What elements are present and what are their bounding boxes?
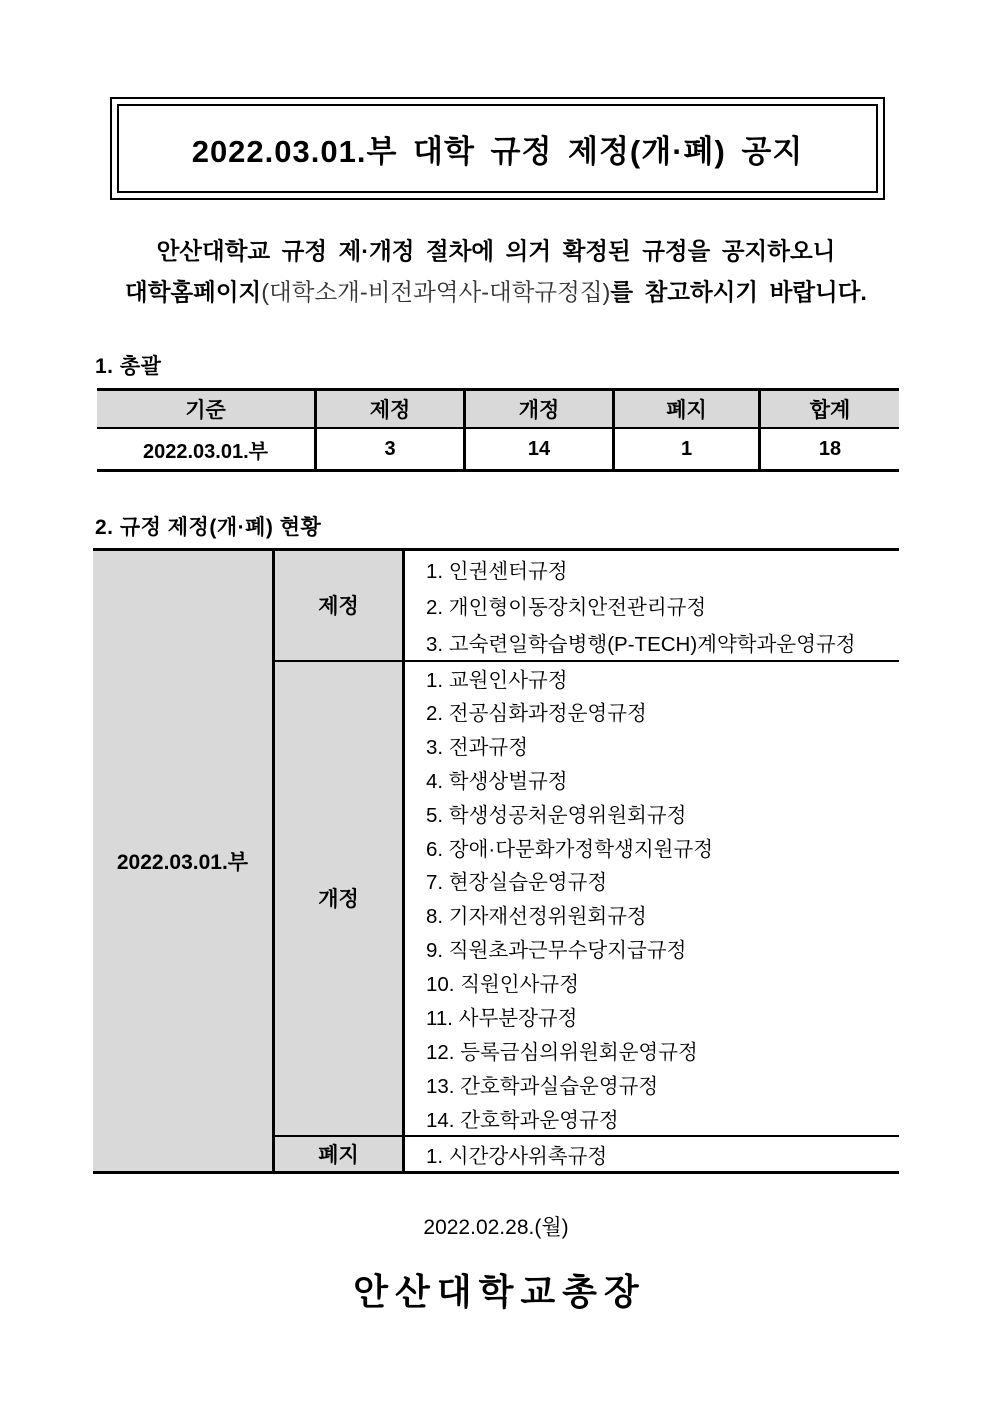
group-label-enacted: 제정 xyxy=(272,551,402,660)
intro-line2-prefix: 대학홈페이지 xyxy=(125,279,262,305)
regulation-item: 10. 직원인사규정 xyxy=(402,965,899,999)
summary-value-basis: 2022.03.01.부 xyxy=(143,440,268,463)
regulation-item: 11. 사무분장규정 xyxy=(402,999,899,1033)
regulation-item: 13. 간호학과실습운영규정 xyxy=(402,1067,899,1101)
summary-header-abolished: 폐지 xyxy=(612,391,758,429)
summary-value-revised: 14 xyxy=(463,429,612,469)
regulation-item: 5. 학생성공처운영위원회규정 xyxy=(402,796,899,830)
regulation-item: 3. 전과규정 xyxy=(402,728,899,762)
regulation-item: 8. 기자재선정위원회규정 xyxy=(402,897,899,931)
summary-header-revised: 개정 xyxy=(463,391,612,429)
regulation-item: 1. 시간강사위촉규정 xyxy=(402,1135,899,1171)
group-label-abolished: 폐지 xyxy=(272,1135,402,1171)
regulation-item: 1. 교원인사규정 xyxy=(402,660,899,694)
intro-line-1: 안산대학교 규정 제·개정 절차에 의거 확정된 규정을 공지하오니 xyxy=(156,238,836,264)
regulation-item: 9. 직원초과근무수당지급규정 xyxy=(402,931,899,965)
title-box-inner-border xyxy=(117,104,878,193)
summary-value-enacted: 3 xyxy=(314,429,463,469)
regulation-item: 12. 등록금심의위원회운영규정 xyxy=(402,1033,899,1067)
regulation-item: 6. 장애·다문화가정학생지원규정 xyxy=(402,830,899,864)
intro-line2-paren: (대학소개-비전과역사-대학규정집) xyxy=(261,279,611,305)
regulation-item: 7. 현장실습운영규정 xyxy=(402,864,899,898)
summary-header-total: 합계 xyxy=(758,391,899,429)
summary-header-basis: 기준 xyxy=(97,391,314,429)
status-table-row-label: 2022.03.01.부 xyxy=(93,551,272,1171)
intro-paragraph xyxy=(0,231,992,313)
summary-table xyxy=(97,388,899,472)
regulation-item: 4. 학생상벌규정 xyxy=(402,762,899,796)
regulation-item: 2. 전공심화과정운영규정 xyxy=(402,694,899,728)
regulation-item: 3. 고숙련일학습병행(P-TECH)계약학과운영규정 xyxy=(402,624,899,660)
regulation-item: 1. 인권센터규정 xyxy=(402,551,899,587)
page-title: 2022.03.01.부 대학 규정 제정(개·폐) 공지 xyxy=(191,134,804,169)
regulation-item: 14. 간호학과운영규정 xyxy=(402,1101,899,1135)
title-box xyxy=(110,97,885,200)
document-date: 2022.02.28.(월) xyxy=(423,1216,569,1239)
intro-line2-suffix: 를 참고하시기 바랍니다. xyxy=(610,279,867,305)
status-table xyxy=(93,548,899,1174)
section1-heading: 1. 총괄 xyxy=(95,355,162,378)
summary-value-abolished: 1 xyxy=(612,429,758,469)
summary-header-enacted: 제정 xyxy=(314,391,463,429)
regulation-item: 2. 개인형이동장치안전관리규정 xyxy=(402,587,899,623)
intro-line-2 xyxy=(0,272,992,313)
section2-heading: 2. 규정 제정(개·폐) 현황 xyxy=(95,516,322,539)
signature-president: 안산대학교총장 xyxy=(353,1271,646,1312)
summary-value-total: 18 xyxy=(758,429,899,469)
group-label-revised: 개정 xyxy=(272,660,402,1135)
